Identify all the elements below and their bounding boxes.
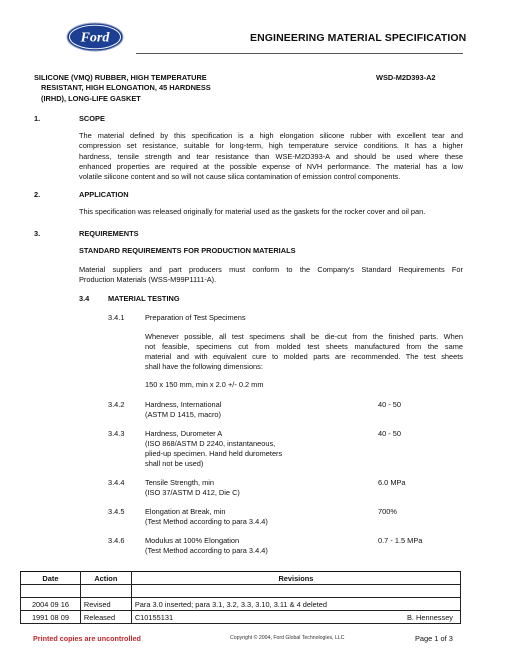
section-number: 2. xyxy=(34,190,41,199)
property-line: (ISO 37/ASTM D 412, Die C) xyxy=(145,488,240,497)
property-value: 0.7 - 1.5 MPa xyxy=(378,536,423,545)
table-row xyxy=(21,598,461,611)
property-line: plied-up specimen. Hand held durometers xyxy=(145,449,283,458)
revision-action: Revised xyxy=(80,598,131,611)
specimen-prep-line: Whenever possible, all test specimens shall be die-cut from the finished parts. When xyxy=(145,332,463,341)
property-line: (Test Method according to para 3.4.4) xyxy=(145,517,268,526)
property-value: 6.0 MPa xyxy=(378,478,406,487)
property-value: 700% xyxy=(378,507,397,516)
property-number: 3.4.5 xyxy=(108,507,125,516)
scope-line: compression set resistance, suitable for long-term, high temperature service conditions. It has a higher xyxy=(79,141,463,150)
property-line: Modulus at 100% Elongation xyxy=(145,536,240,545)
requirements-line: Material suppliers and part producers must conform to the Company's Standard Requirements For xyxy=(79,265,463,274)
scope-line: hardness, tensile strength and tear resistance than WSE-M2D393-A and should be used where these xyxy=(79,152,463,161)
spec-title-line3: (IRHD), LONG-LIFE GASKET xyxy=(41,94,141,103)
subsection-number: 3.4 xyxy=(79,294,90,303)
revision-action xyxy=(80,585,131,598)
property-line: (ASTM D 1415, macro) xyxy=(145,410,221,419)
section-heading-requirements: REQUIREMENTS xyxy=(79,229,139,238)
property-line: Hardness, International xyxy=(145,400,222,409)
specimen-prep-line: material and with equivalent cure to molded parts are recommended. The test sheets xyxy=(145,352,463,361)
property-number: 3.4.4 xyxy=(108,478,125,487)
revisions-header-revisions: Revisions xyxy=(131,572,460,585)
revisions-header-action: Action xyxy=(80,572,131,585)
revision-action: Released xyxy=(80,611,131,624)
specimen-prep-title: Preparation of Test Specimens xyxy=(145,313,246,322)
specimen-dimensions: 150 x 150 mm, min x 2.0 +/- 0.2 mm xyxy=(145,380,264,389)
ford-logo xyxy=(66,22,124,52)
specimen-prep-line: shall have the following dimensions: xyxy=(145,362,263,371)
section-number: 1. xyxy=(34,114,41,123)
scope-line: volatile silicone content and so will not cause silica contamination of emission control components. xyxy=(79,172,401,181)
spec-number: WSD-M2D393-A2 xyxy=(376,73,436,82)
section-number: 3. xyxy=(34,229,41,238)
table-row xyxy=(21,611,461,624)
property-number: 3.4.2 xyxy=(108,400,125,409)
requirements-line: Production Materials (WSS-M99P1111-A). xyxy=(79,275,217,284)
property-line: (Test Method according to para 3.4.4) xyxy=(145,546,268,555)
copyright-notice: Copyright © 2004, Ford Global Technologies, LLC xyxy=(230,635,345,641)
property-value: 40 - 50 xyxy=(378,429,402,438)
page-number: Page 1 of 3 xyxy=(415,634,453,643)
spec-title-line2: RESISTANT, HIGH ELONGATION, 45 HARDNESS xyxy=(41,83,211,92)
header-rule xyxy=(136,53,463,54)
property-number: 3.4.6 xyxy=(108,536,125,545)
uncontrolled-copy-notice: Printed copies are uncontrolled xyxy=(33,634,141,643)
revision-date xyxy=(21,585,81,598)
revision-text xyxy=(131,585,460,598)
subsection-heading-standard: STANDARD REQUIREMENTS FOR PRODUCTION MATERIALS xyxy=(79,246,296,255)
property-line: Hardness, Durometer A xyxy=(145,429,223,438)
svg-text:Ford: Ford xyxy=(80,30,110,46)
scope-line: enhanced properties are required at the possible expense of NVH performance. The material has a low xyxy=(79,162,463,171)
section-heading-scope: SCOPE xyxy=(79,114,105,123)
revision-text: Para 3.0 inserted; para 3.1, 3.2, 3.3, 3.10, 3.11 & 4 deleted xyxy=(131,598,460,611)
revision-date: 1991 08 09 xyxy=(21,611,81,624)
spec-title-line1: SILICONE (VMQ) RUBBER, HIGH TEMPERATURE xyxy=(34,73,207,82)
property-value: 40 - 50 xyxy=(378,400,402,409)
paragraph-number: 3.4.1 xyxy=(108,313,125,322)
application-text: This specification was released originally for material used as the gaskets for the rocker cover and oil pan. xyxy=(79,207,426,216)
property-line: (ISO 868/ASTM D 2240, instantaneous, xyxy=(145,439,276,448)
property-number: 3.4.3 xyxy=(108,429,125,438)
property-line: shall not be used) xyxy=(145,459,204,468)
table-row xyxy=(21,585,461,598)
scope-line: The material defined by this specification is a high elongation silicone rubber with excellent tear and xyxy=(79,131,463,140)
revision-author: B. Hennessey xyxy=(406,612,453,622)
revision-text: C10155131 xyxy=(134,612,174,622)
revision-date: 2004 09 16 xyxy=(21,598,81,611)
revisions-header-row xyxy=(21,572,461,585)
property-line: Elongation at Break, min xyxy=(145,507,226,516)
revisions-table xyxy=(20,571,461,624)
property-line: Tensile Strength, min xyxy=(145,478,215,487)
document-title: ENGINEERING MATERIAL SPECIFICATION xyxy=(250,32,467,44)
section-heading-application: APPLICATION xyxy=(79,190,129,199)
subsection-heading-testing: MATERIAL TESTING xyxy=(108,294,180,303)
revisions-header-date: Date xyxy=(21,572,81,585)
revision-text-cell xyxy=(131,611,460,624)
specimen-prep-line: not feasible, specimens cut from molded test sheets manufactured from the same xyxy=(145,342,463,351)
